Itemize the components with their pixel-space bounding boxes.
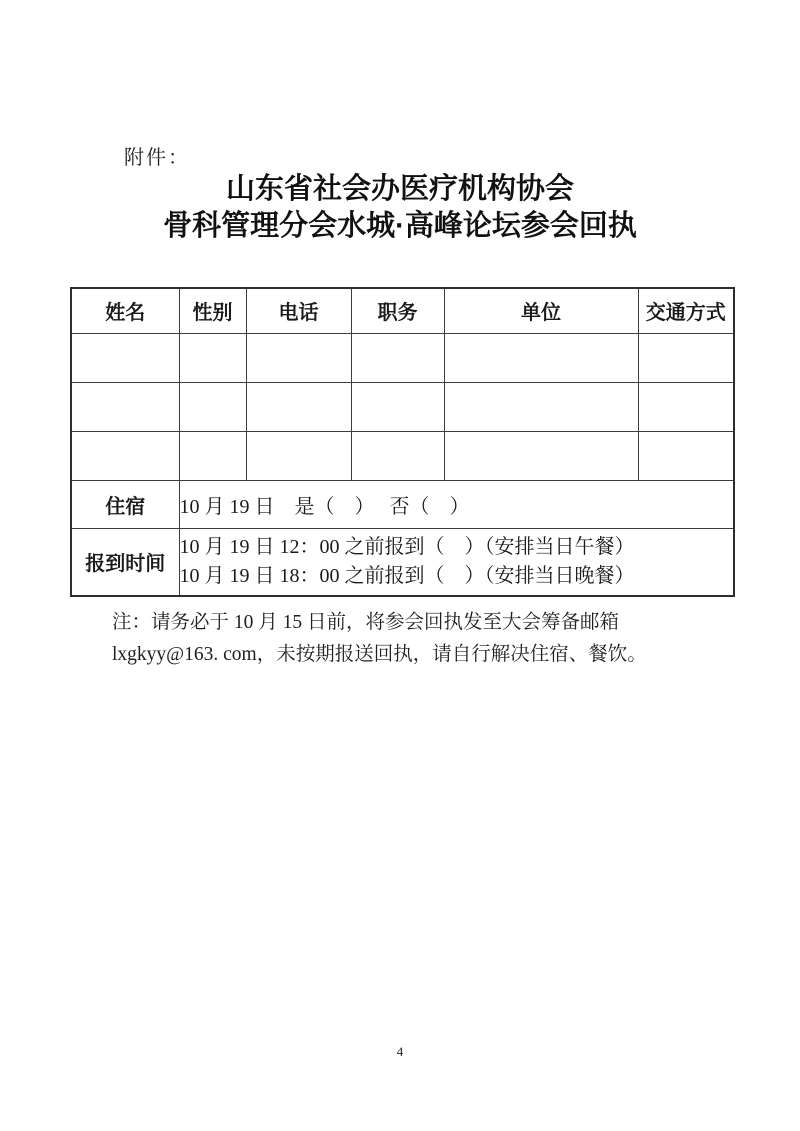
title-line-1: 山东省社会办医疗机构协会: [225, 173, 574, 205]
header-cell-position: 职务: [351, 288, 444, 333]
empty-cell: [351, 431, 444, 480]
empty-cell: [638, 382, 734, 431]
table-row: [71, 431, 734, 480]
checkin-line-1: 10 月 19 日 12：00 之前报到（ ）（安排当日午餐）: [179, 535, 635, 558]
reply-form-table: [70, 287, 735, 597]
attachment-label: 附件：: [124, 147, 190, 169]
checkin-label-cell: 报到时间: [71, 528, 179, 596]
empty-cell: [246, 333, 351, 382]
accommodation-row: [71, 480, 734, 528]
header-cell-phone: 电话: [246, 288, 351, 333]
empty-cell: [71, 333, 179, 382]
header-cell-name: 姓名: [71, 288, 179, 333]
header-cell-organization: 单位: [444, 288, 638, 333]
accommodation-label-cell: 住宿: [71, 480, 179, 528]
empty-cell: [71, 431, 179, 480]
header-cell-transport: 交通方式: [638, 288, 734, 333]
empty-cell: [179, 382, 246, 431]
header-cell-gender: 性别: [179, 288, 246, 333]
empty-cell: [246, 382, 351, 431]
empty-cell: [444, 382, 638, 431]
empty-cell: [444, 333, 638, 382]
table-header-row: [71, 288, 734, 333]
document-title: [0, 171, 800, 245]
note: [112, 607, 647, 671]
empty-cell: [351, 382, 444, 431]
checkin-value-cell: [179, 528, 734, 596]
table-row: [71, 382, 734, 431]
empty-cell: [71, 382, 179, 431]
checkin-line-2: 10 月 19 日 18：00 之前报到（ ）（安排当日晚餐）: [179, 564, 635, 587]
empty-cell: [179, 431, 246, 480]
note-line-2: lxgkyy@163. com，未按期报送回执，请自行解决住宿、餐饮。: [112, 644, 647, 665]
note-line-1: 注：请务必于 10 月 15 日前，将参会回执发至大会筹备邮箱: [112, 612, 620, 633]
empty-cell: [444, 431, 638, 480]
accommodation-value-cell: 10 月 19 日 是（ ） 否（ ）: [179, 480, 734, 528]
empty-cell: [179, 333, 246, 382]
empty-cell: [638, 333, 734, 382]
page-number: 4: [396, 1044, 404, 1059]
table-row: [71, 333, 734, 382]
empty-cell: [638, 431, 734, 480]
checkin-row: [71, 528, 734, 596]
title-line-2: 骨科管理分会水城·高峰论坛参会回执: [163, 210, 637, 242]
empty-cell: [246, 431, 351, 480]
empty-cell: [351, 333, 444, 382]
